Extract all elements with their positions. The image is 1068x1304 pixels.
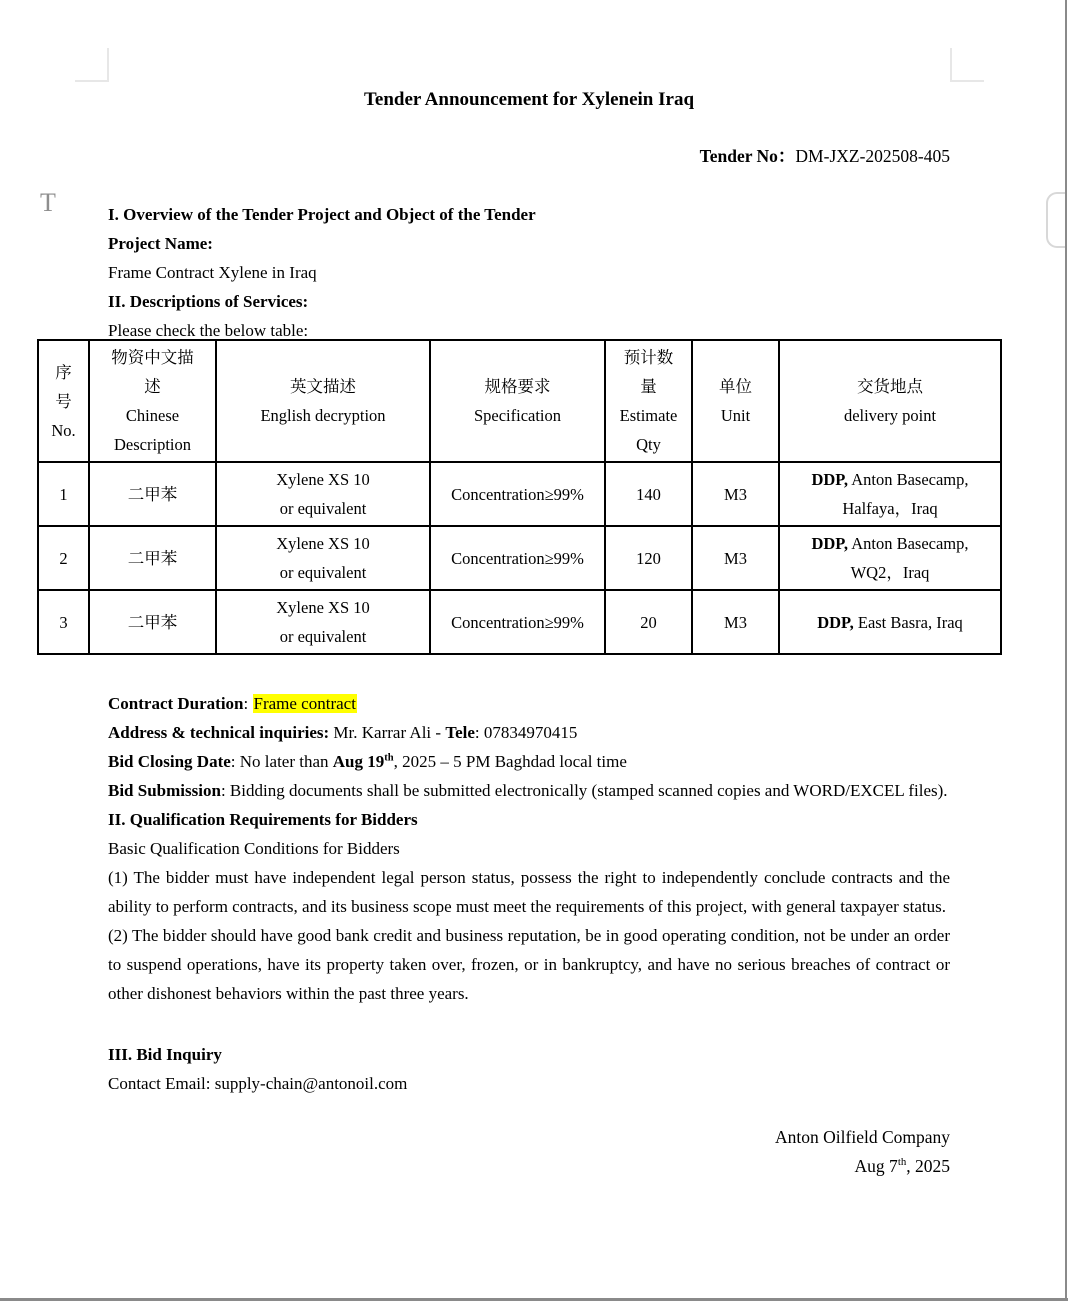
qualification-item-1: (1) The bidder must have independent legal person status, possess the right to independently conclude contracts and the ability to perform contracts, and its business scope must meet the requirements of this project, with general taxpayer status.: [108, 868, 950, 916]
signature-block: [108, 1123, 950, 1181]
margin-corner-topleft: [75, 48, 109, 82]
signature-date: Aug 7th, 2025: [854, 1156, 950, 1176]
page-right-border: [1065, 0, 1067, 1299]
table-header-row: [38, 340, 1001, 462]
table-row: [38, 590, 1001, 654]
cell-english: Xylene XS 10 or equivalent: [216, 462, 430, 526]
cell-english: Xylene XS 10 or equivalent: [216, 590, 430, 654]
table-row: [38, 526, 1001, 590]
tender-number-value: DM-JXZ-202508-405: [795, 146, 950, 166]
highlighted-text: Frame contract: [253, 694, 356, 713]
cell-no: 1: [38, 462, 89, 526]
cell-no: 3: [38, 590, 89, 654]
cell-chinese: 二甲苯: [89, 526, 216, 590]
cell-delivery: DDP, East Basra, Iraq: [779, 590, 1001, 654]
qualification-heading: II. Qualification Requirements for Bidders: [108, 810, 418, 829]
document-body: [51, 0, 969, 1181]
cell-specification: Concentration≥99%: [430, 526, 605, 590]
header-delivery-point: 交货地点 delivery point: [779, 340, 1001, 462]
bid-submission-paragraph: Bid Submission: Bidding documents shall be submitted electronically (stamped scanned copies and WORD/EXCEL files).: [108, 781, 948, 800]
document-title: Tender Announcement for Xylenein Iraq: [363, 89, 695, 110]
margin-corner-topright: [950, 48, 984, 82]
overview-heading: I. Overview of the Tender Project and Object of the Tender: [108, 205, 536, 224]
cell-delivery: DDP, Anton Basecamp, WQ2，Iraq: [779, 526, 1001, 590]
cell-unit: M3: [692, 590, 779, 654]
header-english-description: 英文描述 English decryption: [216, 340, 430, 462]
address-inquiries-line: Address & technical inquiries: Mr. Karrar Ali - Tele: 07834970415: [108, 723, 578, 742]
page-bottom-border: [0, 1298, 1068, 1301]
project-name-value: Frame Contract Xylene in Iraq: [108, 263, 317, 282]
cell-delivery: DDP, Anton Basecamp, Halfaya，Iraq: [779, 462, 1001, 526]
bid-inquiry-heading: III. Bid Inquiry: [108, 1045, 222, 1064]
header-specification: 规格要求 Specification: [430, 340, 605, 462]
cell-qty: 140: [605, 462, 692, 526]
contact-email-line: Contact Email: supply-chain@antonoil.com: [108, 1074, 408, 1093]
contract-duration-line: Contract Duration: Frame contract: [108, 694, 356, 713]
tender-number-label: Tender No：: [699, 146, 796, 166]
header-chinese-description: 物资中文描 述 Chinese Description: [89, 340, 216, 462]
scrollbar-handle[interactable]: [1046, 192, 1066, 248]
table-row: [38, 462, 1001, 526]
bid-closing-line: Bid Closing Date: No later than Aug 19th, 2025 – 5 PM Baghdad local time: [108, 752, 627, 771]
project-name-label: Project Name:: [108, 234, 213, 253]
tender-number-line: [108, 144, 950, 168]
cell-qty: 20: [605, 590, 692, 654]
services-note: Please check the below table:: [108, 321, 309, 340]
text-cursor-marker: T: [40, 188, 56, 217]
cell-qty: 120: [605, 526, 692, 590]
cell-english: Xylene XS 10 or equivalent: [216, 526, 430, 590]
cell-specification: Concentration≥99%: [430, 462, 605, 526]
services-heading: II. Descriptions of Services:: [108, 292, 309, 311]
cell-chinese: 二甲苯: [89, 590, 216, 654]
cell-specification: Concentration≥99%: [430, 590, 605, 654]
header-unit: 单位 Unit: [692, 340, 779, 462]
header-estimate-qty: 预计数 量 Estimate Qty: [605, 340, 692, 462]
qualification-subheading: Basic Qualification Conditions for Bidders: [108, 839, 400, 858]
company-name: Anton Oilfield Company: [775, 1127, 950, 1147]
header-no: 序 号 No.: [38, 340, 89, 462]
cell-no: 2: [38, 526, 89, 590]
cell-unit: M3: [692, 526, 779, 590]
cell-chinese: 二甲苯: [89, 462, 216, 526]
qualification-item-2: (2) The bidder should have good bank credit and business reputation, be in good operating condition, not be under an order to suspend operations, have its property taken over, frozen, or in bankruptcy, and have no serious breaches of contract or other dishonest behaviors within the past three years.: [108, 926, 950, 1003]
services-table: [37, 339, 1002, 655]
cell-unit: M3: [692, 462, 779, 526]
